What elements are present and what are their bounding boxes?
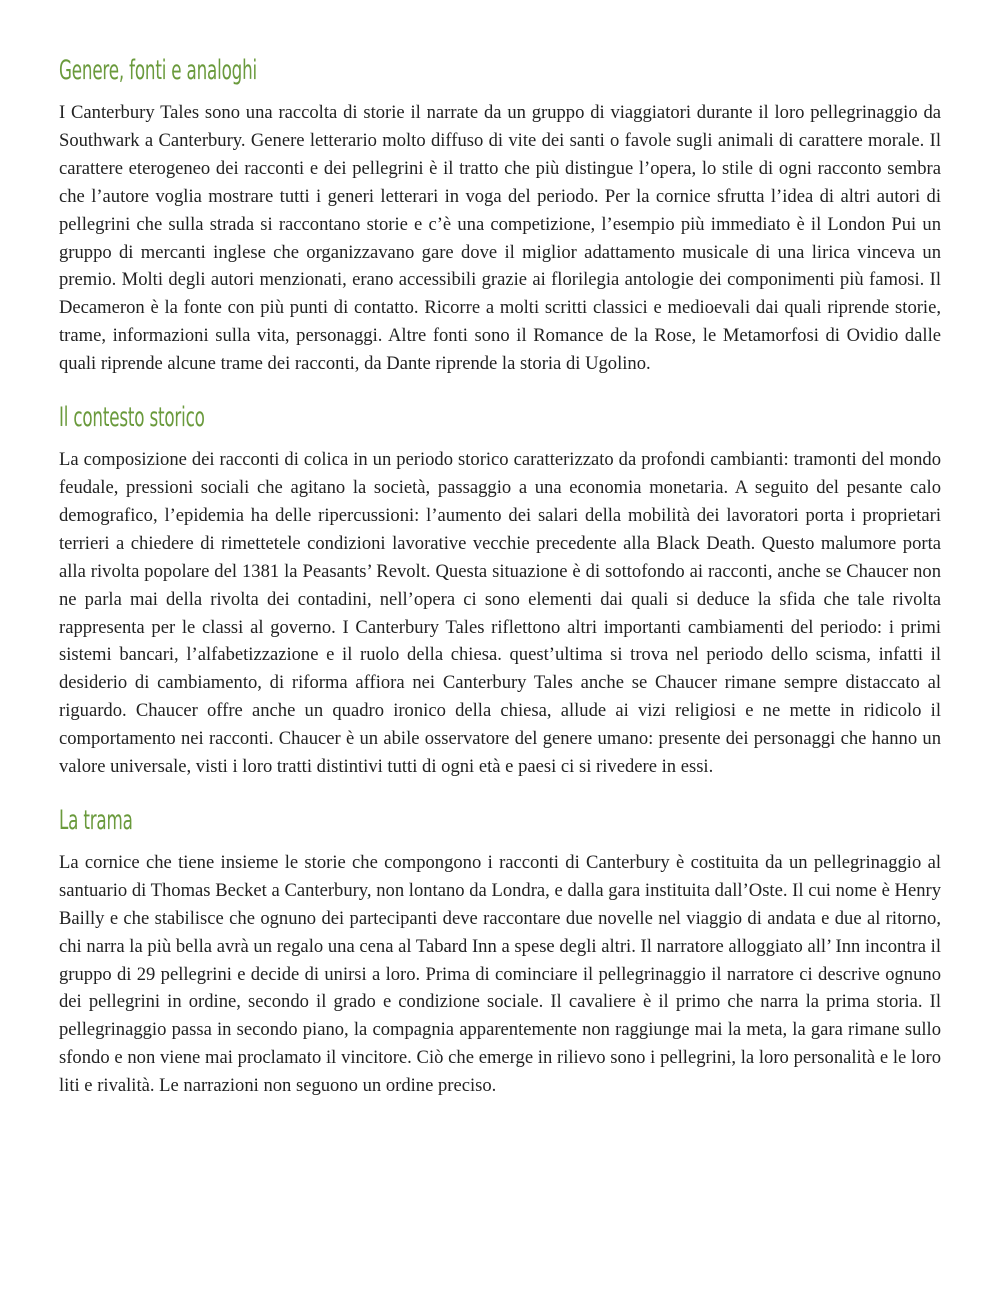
section-heading: La trama [59,804,133,836]
section-paragraph: La cornice che tiene insieme le storie che compongono i racconti di Canterbury è costituita da un pellegrinaggio al santuario di Thomas Becket a Canterbury, non lontano da Londra, e dalla gara instituita dall’Oste. Il cui nome è Henry Bailly e che stabilisce che ognuno dei partecipanti deve raccontare due novelle nel viaggio di andata e due al ritorno, chi narra la più bella avrà un regalo una cena al Tabard Inn a spese degli altri. Il narratore alloggiato all’ Inn incontra il gruppo di 29 pellegrini e decide di unirsi a loro. Prima di cominciare il pellegrinaggio il narratore ci descrive ognuno dei pellegrini in ordine, secondo il grado e condizione sociale. Il cavaliere è il primo che narra la prima storia. Il pellegrinaggio passa in secondo piano, la compagnia apparentemente non raggiunge mai la meta, la gara rimane sullo sfondo e non viene mai proclamato il vincitore. Ciò che emerge in rilievo sono i pellegrini, la loro personalità e le loro liti e rivalità. Le narrazioni non seguono un ordine preciso. [59,851,941,1097]
document-page [59,54,941,1123]
section-trama [59,804,941,1100]
section-paragraph: I Canterbury Tales sono una raccolta di storie il narrate da un gruppo di viaggiatori durante il loro pellegrinaggio da Southwark a Canterbury. Genere letterario molto diffuso di vite dei santi o favole sugli animali di carattere morale. Il carattere eterogeneo dei racconti e dei pellegrini è il tratto che più distingue l’opera, lo stile di ogni racconto sembra che l’autore voglia mostrare tutti i generi letterari in voga del periodo. Per la cornice sfrutta l’idea di altri autori di pellegrini che sulla strada si raccontano storie e c’è una competizione, l’esempio più immediato è il London Pui un gruppo di mercanti inglese che organizzavano gare dove il miglior adattamento musicale di una lirica vinceva un premio. Molti degli autori menzionati, erano accessibili grazie ai florilegia antologie dei componimenti più famosi. Il Decameron è la fonte con più punti di contatto. Ricorre a molti scritti classici e medioevali dai quali riprende storie, trame, informazioni sulla vita, personaggi. Altre fonti sono il Romance de la Rose, le Metamorfosi di Ovidio dalle quali riprende alcune trame dei racconti, da Dante riprende la storia di Ugolino. [59,102,941,375]
section-paragraph: La composizione dei racconti di colica in un periodo storico caratterizzato da profondi cambianti: tramonti del mondo feudale, pressioni sociali che agitano la società, passaggio a una economia monetaria. A seguito del pesante calo demografico, l’epidemia ha delle ripercussioni: l’aumento dei salari della mobilità dei lavoratori porta i proprietari terrieri a chiedere di rimettetele condizioni lavorative vecchie precedente alla Black Death. Questo malumore porta alla rivolta popolare del 1381 la Peasants’ Revolt. Questa situazione è di sottofondo ai racconti, anche se Chaucer non ne parla mai della rivolta dei contadini, nell’opera ci sono elementi dai quali si deduce la sfida che tale rivolta rappresenta per le classi al governo. I Canterbury Tales riflettono altri importanti cambiamenti del periodo: i primi sistemi bancari, l’alfabetizzazione e il ruolo della chiesa. quest’ultima si trova nel periodo dello scisma, infatti il desiderio di cambiamento, di riforma affiora nei Canterbury Tales anche se Chaucer rimane sempre distaccato al riguardo. Chaucer offre anche un quadro ironico della chiesa, allude ai vizi religiosi e ne mette in ridicolo il comportamento nei racconti. Chaucer è un abile osservatore del genere umano: presente dei personaggi che hanno un valore universale, visti i loro tratti distintivi tutti di ogni età e paesi ci si rivedere in essi. [59,449,941,778]
section-heading: Genere, fonti e analoghi [59,55,257,86]
section-genere-fonti [59,54,941,378]
section-heading: Il contesto storico [59,402,205,434]
section-contesto-storico [59,401,941,781]
